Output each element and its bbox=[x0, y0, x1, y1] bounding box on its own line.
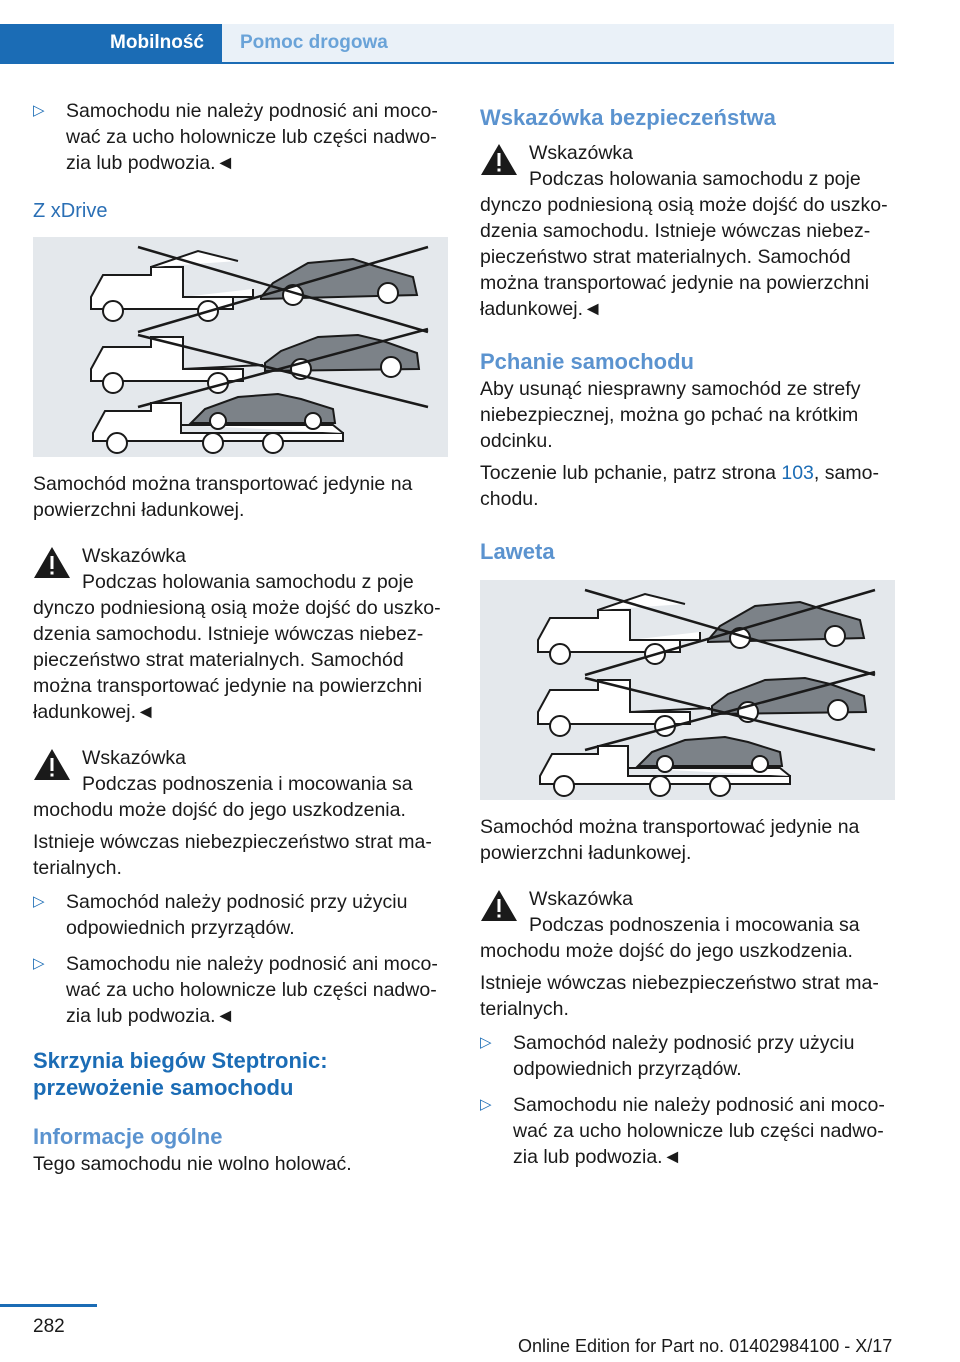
warning-paragraph: Istnieje wówczas niebezpieczeństwo strat materialnych. bbox=[33, 831, 432, 879]
warning-text: mochodu może dojść do jego uszkodzenia. bbox=[480, 940, 853, 962]
footer-rule bbox=[0, 1304, 97, 1307]
warning-block: Wskazówka Podczas podnoszenia i mocowania sa bbox=[480, 886, 895, 938]
triangle-right-icon: ▷ bbox=[33, 102, 45, 119]
steptronic-heading: Skrzynia biegów Steptronic: przewożenie samochodu bbox=[33, 1048, 328, 1100]
laweta-heading: Laweta bbox=[480, 539, 555, 564]
edition-note: Online Edition for Part no. 01402984100 - X/17 bbox=[518, 1336, 893, 1356]
tab-mobilnosc[interactable]: Mobilność bbox=[0, 24, 222, 62]
figure-caption: Samochód można transportować jedynie na powierzchni ładunkowej. bbox=[480, 816, 860, 864]
warning-paragraph: Istnieje wówczas niebezpieczeństwo strat materialnych. bbox=[480, 972, 879, 1020]
page-header bbox=[0, 0, 960, 64]
safety-heading: Wskazówka bezpieczeństwa bbox=[480, 105, 776, 130]
triangle-right-icon: ▷ bbox=[480, 1034, 492, 1051]
warning-triangle-icon bbox=[480, 888, 518, 922]
towing-figure bbox=[480, 580, 895, 800]
push-heading: Pchanie samochodu bbox=[480, 349, 694, 374]
tab-pomoc-drogowa[interactable]: Pomoc drogowa bbox=[222, 24, 894, 62]
page-link[interactable]: 103 bbox=[781, 462, 814, 484]
warning-text: dynczo podniesioną osią może dojść do uszkodzenia samochodu. Istnieje wówczas niebezpieczeństwo strat materialnych. Samochód można transportować jedynie na powierzchni ładunkowej.◄ bbox=[33, 597, 441, 723]
list-item: ▷ Samochodu nie należy podnosić ani mocować za ucho holownicze lub części nadwozia lub podwozia.◄ bbox=[33, 100, 438, 174]
right-column bbox=[480, 104, 895, 1180]
warning-text: mochodu może dojść do jego uszkodzenia. bbox=[33, 799, 406, 821]
warning-triangle-icon bbox=[480, 142, 518, 176]
warning-block: Wskazówka Podczas holowania samochodu z poje bbox=[33, 543, 448, 595]
list-item: ▷ Samochodu nie należy podnosić ani mocować za ucho holownicze lub części nadwozia lub podwozia.◄ bbox=[33, 953, 438, 1027]
header-rule bbox=[0, 62, 894, 64]
towing-figure bbox=[33, 237, 448, 457]
xdrive-heading: Z xDrive bbox=[33, 200, 108, 222]
warning-block: Wskazówka Podczas podnoszenia i mocowania sa bbox=[33, 745, 448, 797]
triangle-right-icon: ▷ bbox=[33, 955, 45, 972]
info-text: Tego samochodu nie wolno holować. bbox=[33, 1153, 352, 1175]
list-item: ▷ Samochodu nie należy podnosić ani mocować za ucho holownicze lub części nadwozia lub podwozia.◄ bbox=[480, 1094, 885, 1168]
tow-reference: Toczenie lub pchanie, patrz strona 103, samochodu. bbox=[480, 462, 879, 510]
figure-caption: Samochód można transportować jedynie na powierzchni ładunkowej. bbox=[33, 473, 413, 521]
list-item: ▷ Samochód należy podnosić przy użyciu odpowiednich przyrządów. bbox=[33, 891, 408, 939]
push-text: Aby usunąć niesprawny samochód ze strefy niebezpiecznej, można go pchać na krótkim odcinku. bbox=[480, 378, 861, 452]
left-column bbox=[33, 98, 448, 1177]
page-number: 282 bbox=[33, 1316, 65, 1337]
info-heading: Informacje ogólne bbox=[33, 1124, 223, 1149]
warning-text: dynczo podniesioną osią może dojść do uszkodzenia samochodu. Istnieje wówczas niebezpieczeństwo strat materialnych. Samochód można transportować jedynie na powierzchni ładunkowej.◄ bbox=[480, 194, 888, 320]
triangle-right-icon: ▷ bbox=[480, 1096, 492, 1113]
warning-triangle-icon bbox=[33, 545, 71, 579]
triangle-right-icon: ▷ bbox=[33, 893, 45, 910]
warning-block: Wskazówka Podczas holowania samochodu z poje bbox=[480, 140, 895, 192]
warning-triangle-icon bbox=[33, 747, 71, 781]
list-item: ▷ Samochód należy podnosić przy użyciu odpowiednich przyrządów. bbox=[480, 1032, 855, 1080]
